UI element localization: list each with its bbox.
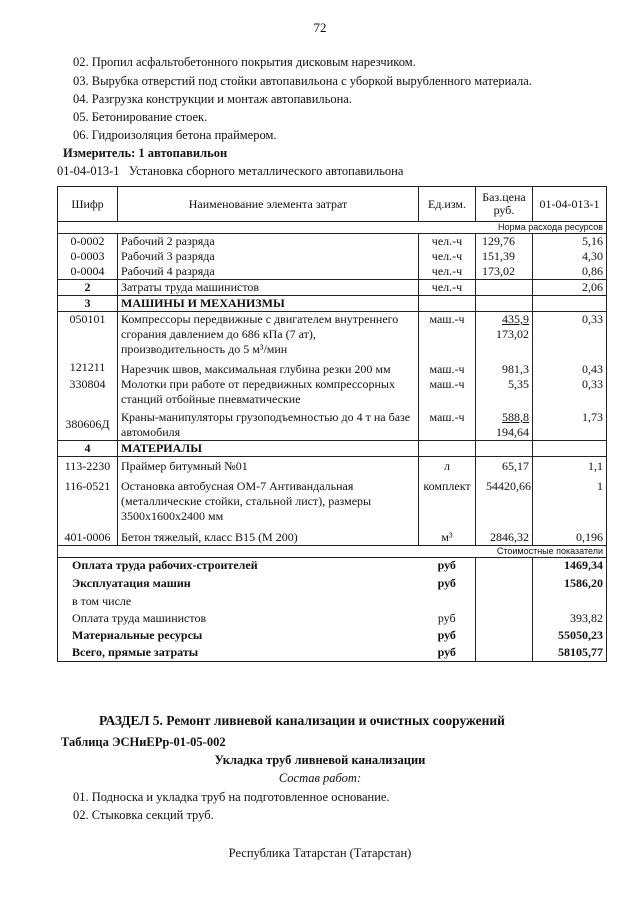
row-code: 0-0003 [58,249,118,264]
row-value: 5,16 [533,234,607,250]
footer: Республика Татарстан (Татарстан) [228,846,412,860]
row-value: 0,33 [533,312,607,361]
row-name: Краны-манипуляторы грузоподъемностью до 4 т на базе автомобиля [118,407,419,441]
row-price-alt: 173,02 [496,327,529,341]
row-unit: чел.-ч [419,234,476,250]
work-item: 03. Вырубка отверстий под стойки автопавильона с уборкой вырубленного материала. [73,74,532,88]
summary-unit: руб [419,643,476,662]
row-price: 173,02 [476,264,533,280]
work-item: 02. Стыковка секций труб. [73,808,214,822]
row-code: 3 [58,296,118,312]
summary-row [58,609,607,626]
row-price: 2846,32 [476,530,533,546]
header-name: Наименование элемента затрат [118,187,419,222]
summary-unit: руб [419,626,476,643]
row-price: 5,35 [476,377,533,407]
row-unit: м³ [419,530,476,546]
row-price: 129,76 [476,234,533,250]
header-price: Баз.цена руб. [476,187,533,222]
header-code: Шифр [58,187,118,222]
row-name: Рабочий 2 разряда [118,234,419,250]
row-value: 4,30 [533,249,607,264]
table-row [58,530,607,546]
work-item: 01. Подноска и укладка труб на подготовленное основание. [73,790,390,804]
summary-label: Оплата труда машинистов [58,609,419,626]
row-price-alt: 194,64 [496,425,529,439]
subtitle: Укладка труб ливневой канализации [214,753,426,767]
row-name: Компрессоры передвижные с двигателем внутреннего сгорания давлением до 686 кПа (7 ат), производительность до 5 м³/мин [118,312,419,361]
row-name: Рабочий 3 разряда [118,249,419,264]
work-item: 05. Бетонирование стоек. [73,110,208,124]
row-code: 0-0004 [58,264,118,280]
row-value: 0,43 [533,360,607,377]
summary-value: 1586,20 [533,573,607,591]
row-code: 4 [58,441,118,457]
row-name: Рабочий 4 разряда [118,264,419,280]
section-heading: МАТЕРИАЛЫ [118,441,419,457]
row-price [476,280,533,296]
work-item: 02. Пропил асфальтобетонного покрытия дисковым нарезчиком. [73,55,416,69]
row-name: Остановка автобусная ОМ-7 Антивандальная (металлические стойки, стальной лист), размеры 3500х1600х2400 мм [118,476,419,530]
summary-label: Оплата труда рабочих-строителей [58,558,419,574]
table-row [58,407,607,441]
row-unit: чел.-ч [419,264,476,280]
measure-unit: Измеритель: 1 автопавильон [63,146,228,160]
page-number: 72 [313,20,327,35]
summary-value: 393,82 [533,609,607,626]
row-name: Молотки при работе от передвижных компрессорных станций отбойные пневматические [118,377,419,407]
table-row [58,476,607,530]
row-code: 050101 [58,312,118,361]
summary-value: 58105,77 [533,643,607,662]
table-row [58,457,607,477]
cost-indicators-label: Стоимостные показатели [58,546,607,558]
row-value: 1 [533,476,607,530]
table-row [58,249,607,264]
summary-row [58,626,607,643]
summary-row [58,643,607,662]
row-name: Бетон тяжелый, класс В15 (М 200) [118,530,419,546]
row-name: Нарезчик швов, максимальная глубина резки 200 мм [118,360,419,377]
summary-unit: руб [419,573,476,591]
summary-label: Материальные ресурсы [58,626,419,643]
section-row [58,441,607,457]
table-row [58,377,607,407]
row-value: 1,73 [533,407,607,441]
header-norm-code: 01-04-013-1 [533,187,607,222]
works-title: Состав работ: [278,771,362,785]
row-code: 121211 [58,360,118,377]
row-name: Праймер битумный №01 [118,457,419,477]
row-value: 2,06 [533,280,607,296]
summary-label: Всего, прямые затраты [58,643,419,662]
section-row [58,296,607,312]
summary-value: 1469,34 [533,558,607,574]
table-row [58,280,607,296]
row-price: 588,8 [502,410,529,424]
row-value: 0,86 [533,264,607,280]
row-unit: маш.-ч [419,360,476,377]
summary-row [58,591,607,609]
row-code: 0-0002 [58,234,118,250]
rate-code-title: 01-04-013-1 Установка сборного металлического автопавильона [57,164,404,178]
work-item: 04. Разгрузка конструкции и монтаж автопавильона. [73,92,352,106]
row-unit: маш.-ч [419,377,476,407]
summary-unit: руб [419,609,476,626]
resources-table [57,186,607,662]
row-price: 54420,66 [476,476,533,530]
row-code: 116-0521 [58,476,118,530]
section-heading: МАШИНЫ И МЕХАНИЗМЫ [118,296,419,312]
table-code: Таблица ЭСНиЕРр-01-05-002 [61,735,226,749]
section-title: РАЗДЕЛ 5. Ремонт ливневой канализации и очистных сооружений [99,713,505,728]
row-code: 330804 [58,377,118,407]
summary-label: в том числе [58,591,419,609]
summary-row [58,573,607,591]
summary-row [58,558,607,574]
row-unit: комплект [419,476,476,530]
table-row [58,264,607,280]
row-code: 401-0006 [58,530,118,546]
norm-label: Норма расхода ресурсов [58,222,607,234]
summary-value: 55050,23 [533,626,607,643]
row-price: 65,17 [476,457,533,477]
row-price: 435,9 [502,312,529,326]
table-row [58,360,607,377]
table-row [58,312,607,361]
work-item: 06. Гидроизоляция бетона праймером. [73,128,277,142]
row-value: 0,33 [533,377,607,407]
row-unit: л [419,457,476,477]
row-value: 0,196 [533,530,607,546]
row-code: 2 [58,280,118,296]
row-value: 1,1 [533,457,607,477]
row-code: 380606Д [58,407,118,441]
row-unit: чел.-ч [419,249,476,264]
table-row [58,234,607,250]
row-price: 151,39 [476,249,533,264]
row-name: Затраты труда машинистов [118,280,419,296]
row-unit: маш.-ч [419,407,476,441]
header-unit: Ед.изм. [419,187,476,222]
row-unit: маш.-ч [419,312,476,361]
summary-unit: руб [419,558,476,574]
row-price: 981,3 [476,360,533,377]
row-code: 113-2230 [58,457,118,477]
row-unit: чел.-ч [419,280,476,296]
summary-label: Эксплуатация машин [58,573,419,591]
